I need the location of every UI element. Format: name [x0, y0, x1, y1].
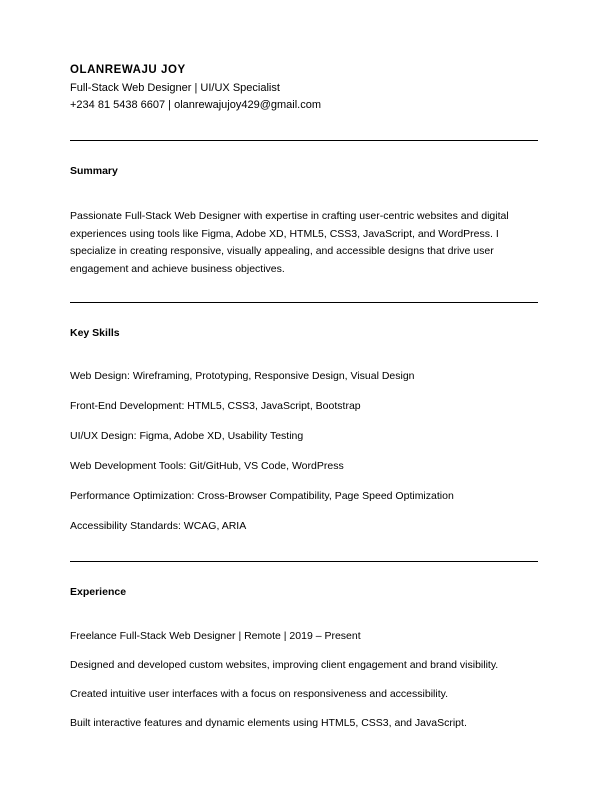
list-item: Web Design: Wireframing, Prototyping, Responsive Design, Visual Design	[70, 370, 415, 383]
experience-body	[70, 599, 538, 730]
candidate-headline: Full-Stack Web Designer | UI/UX Specialist	[70, 82, 280, 94]
list-item: Accessibility Standards: WCAG, ARIA	[70, 520, 247, 533]
resume-header	[70, 62, 538, 113]
experience-heading: Experience	[70, 586, 127, 599]
section-key-skills	[70, 303, 538, 533]
list-item: Performance Optimization: Cross-Browser Compatibility, Page Speed Optimization	[70, 490, 454, 503]
candidate-contact: +234 81 5438 6607 | olanrewajujoy429@gmail.com	[70, 99, 321, 111]
summary-paragraph: Passionate Full-Stack Web Designer with expertise in crafting user-centric websites and digital experiences using tools like Figma, Adobe XD, HTML5, CSS3, JavaScript, and WordPress. I specialize in creating responsive, visually appealing, and accessible designs that drive user engagement and achieve business objectives.	[70, 210, 509, 275]
candidate-name: OLANREWAJU JOY	[70, 64, 186, 76]
experience-role-line: Freelance Full-Stack Web Designer | Remote | 2019 – Present	[70, 630, 361, 643]
list-item: Designed and developed custom websites, improving client engagement and brand visibility.	[70, 659, 499, 672]
key-skills-list	[70, 340, 538, 533]
section-summary	[70, 141, 538, 278]
list-item: Web Development Tools: Git/GitHub, VS Code, WordPress	[70, 460, 344, 473]
list-item: Created intuitive user interfaces with a focus on responsiveness and accessibility.	[70, 688, 448, 701]
key-skills-heading: Key Skills	[70, 327, 120, 340]
list-item: Built interactive features and dynamic elements using HTML5, CSS3, and JavaScript.	[70, 717, 467, 730]
summary-heading: Summary	[70, 165, 118, 177]
resume-content	[70, 62, 538, 730]
list-item: Front-End Development: HTML5, CSS3, JavaScript, Bootstrap	[70, 400, 361, 413]
list-item: UI/UX Design: Figma, Adobe XD, Usability Testing	[70, 430, 304, 443]
section-experience	[70, 562, 538, 730]
summary-body	[70, 178, 538, 278]
